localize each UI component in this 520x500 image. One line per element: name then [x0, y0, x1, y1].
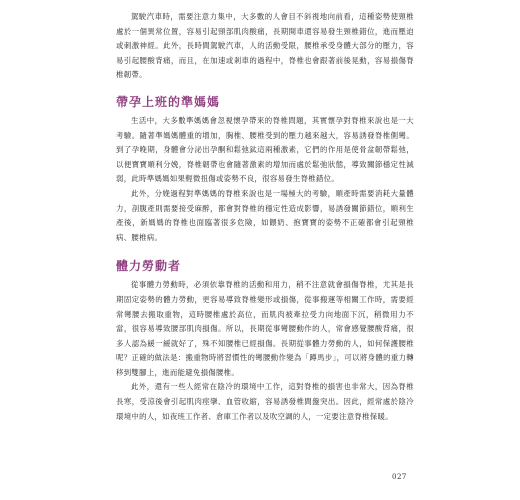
section1-paragraph-2: 此外，分娩過程對準媽媽的脊椎來說也是一場極大的考驗，順產時需要消耗大量體力，剖腹產則需要接受麻醉，都會對脊椎的穩定性造成影響，易誘發關節錯位，順利生產後，新媽媽的脊椎也面臨著很多危險，如餵奶、抱寶寶的姿勢不正確都會引起頸椎病、腰椎病。 — [116, 188, 414, 242]
section2-paragraph-2: 此外，還有一些人經常在陰冷的環境中工作，這對脊椎的損害也非常大，因為脊椎長寒，受涼後會引起肌肉痙攣、血管收縮，容易誘發椎間盤突出。因此，經常處於陰冷環境中的人，如夜班工作者、倉庫工作者以及吹空調的人，一定要注意脊椎保暖。 — [116, 382, 414, 421]
section1-paragraph-1: 生活中，大多數準媽媽會忽視懷孕帶來的脊椎問題，其實懷孕對脊椎來說也是一大考驗。隨著準媽媽體重的增加，胸椎、腰椎受到的壓力越來越大，容易誘發脊椎側彎。到了孕晚期，身體會分泌出孕酮和鬆弛鈦這兩種激素，它們的作用是使骨盆韌帶鬆弛，以便寶寶順利分娩，脊椎韌帶也會隨著激素的增加而處於鬆弛狀態，導致關節穩定性減弱，此時準媽媽如果輕微扭傷或姿勢不良，很容易發生脊椎錯位。 — [116, 115, 414, 184]
section2-paragraph-1: 從事體力勞動時，必須依靠脊椎的活動和用力，稍不注意就會損傷脊椎，尤其是長期固定姿勢的體力勞動，更容易導致脊椎變形或損傷，從事搬運等相關工作時，需要經常彎腰去搬取重物，這時腰椎處於高位，而肌肉被牽拉受力向地面下沉，稍微用力不當，很容易導致腰部肌肉損傷。所以，長期從事彎腰動作的人，常會感覺腰酸背痛，很多人認為緩一緩就好了，殊不知腰椎已經損傷。長期從事體力勞動的人，如何保護腰椎呢？正確的做法是：搬重物時將習慣性的彎腰動作變為「蹲馬步」，可以將身體的重力轉移到雙腳上，進而能避免損傷腰椎。 — [116, 280, 414, 377]
page-content — [116, 10, 414, 424]
page-number: 027 — [392, 473, 407, 481]
intro-paragraph: 駕駛汽車時，需要注意力集中，大多數的人會目不斜視地向前看，這種姿勢使頸椎處於一個異常位置，容易引起頸部肌肉酸痛，長期開車還容易發生頸椎錯位，進而壓迫或刺激神經。此外，長時間駕駛汽車，人的活動受限，腰椎承受身體大部分的壓力，容易引起腰酸背痛，而且，在加速或剎車的過程中，脊椎也會跟著前後晃動，容易損傷脊椎韌帶。 — [116, 12, 414, 80]
section-heading-manual-laborers: 體力勞動者 — [116, 259, 182, 274]
section-heading-pregnant-workers: 帶孕上班的準媽媽 — [116, 94, 221, 109]
